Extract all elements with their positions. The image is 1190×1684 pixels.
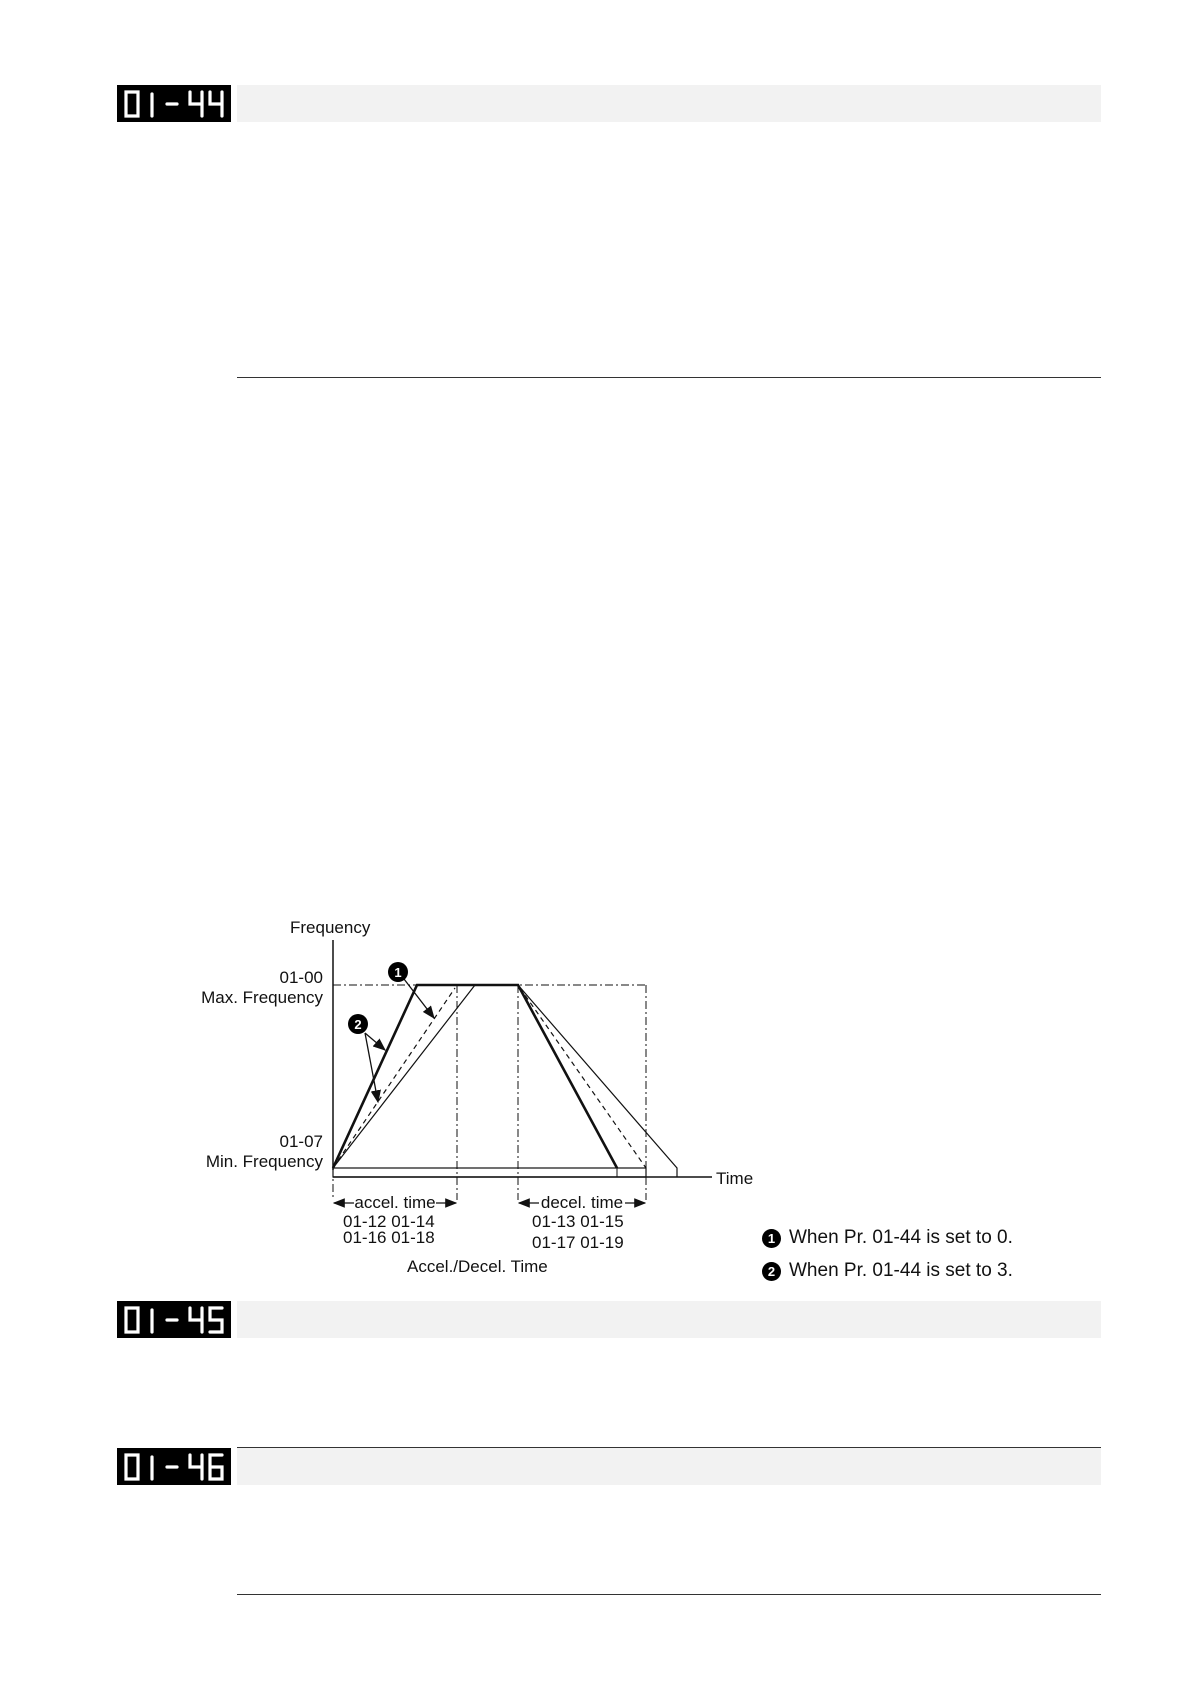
output-strip xyxy=(333,1168,646,1177)
max-freq-label: Max. Frequency xyxy=(201,988,323,1007)
legend-item-2 xyxy=(762,1260,1013,1282)
legend-item-1 xyxy=(762,1227,1013,1249)
min-freq-code: 01-07 xyxy=(279,1132,323,1151)
marker-2-icon: 2 xyxy=(762,1262,781,1281)
param-header-bar-01-45 xyxy=(237,1301,1101,1338)
svg-text:2: 2 xyxy=(354,1017,362,1032)
seven-segment-01-46-icon xyxy=(122,1452,226,1482)
param-code-01-44 xyxy=(117,85,231,122)
marker-1-icon: 1 xyxy=(762,1229,781,1248)
svg-text:1: 1 xyxy=(394,965,402,980)
accel-params-row1: 01-12 01-14 xyxy=(343,1212,435,1231)
y-axis-label: Frequency xyxy=(290,918,371,937)
param-code-01-46 xyxy=(117,1448,231,1485)
legend-text-2: When Pr. 01-44 is set to 3. xyxy=(789,1260,1013,1281)
min-freq-label: Min. Frequency xyxy=(205,1152,323,1171)
decel-params-row1: 01-13 01-15 xyxy=(532,1212,624,1231)
section-divider xyxy=(237,1594,1101,1595)
param-header-bar-01-44 xyxy=(237,85,1101,122)
section-divider xyxy=(237,377,1101,378)
param-code-01-45 xyxy=(117,1301,231,1338)
decel-params-row2: 01-17 01-19 xyxy=(532,1233,624,1252)
seven-segment-01-45-icon xyxy=(122,1305,226,1335)
legend-text-1: When Pr. 01-44 is set to 0. xyxy=(789,1227,1013,1248)
decel-time-label: decel. time xyxy=(540,1193,624,1212)
accel-decel-caption: Accel./Decel. Time xyxy=(407,1257,548,1276)
accel-time-label: accel. time xyxy=(354,1193,436,1212)
curve-setting-0 xyxy=(333,985,617,1168)
accel-params-row2: 01-16 01-18 xyxy=(343,1228,435,1247)
x-axis-label: Time xyxy=(716,1169,754,1188)
curve-setting-3 xyxy=(333,985,677,1177)
max-freq-code: 01-00 xyxy=(279,968,323,987)
param-header-bar-01-46 xyxy=(237,1448,1101,1485)
seven-segment-01-44-icon xyxy=(122,89,226,119)
